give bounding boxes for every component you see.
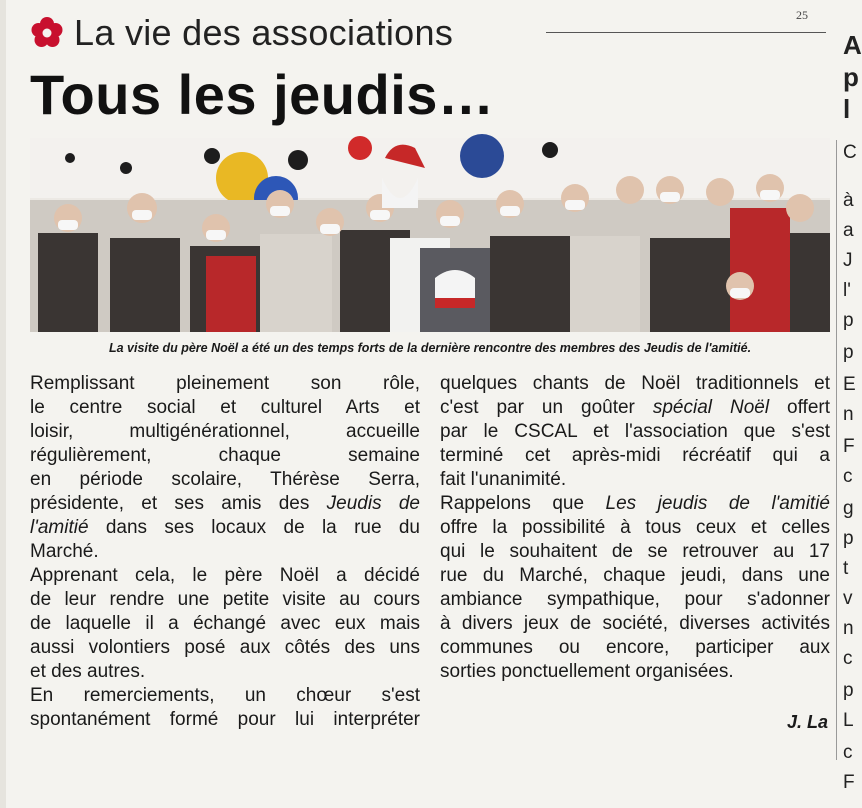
text-line: et des autres. <box>30 661 146 682</box>
text-line: Remplissant pleinement son rôle, <box>30 373 420 394</box>
side-letter: v <box>843 588 853 609</box>
text-line: fait l'unanimité. <box>440 469 567 490</box>
adjacent-article-strip <box>840 0 862 808</box>
side-letter: E <box>843 374 856 395</box>
event-name-italic: spécial Noël <box>652 397 770 418</box>
text-segment: c'est par un goûter <box>440 397 653 418</box>
text-segment: présidente, et ses amis des <box>30 493 310 514</box>
paragraph-4-end <box>440 468 830 492</box>
rubric-label: La vie des associations <box>74 12 454 53</box>
text-line <box>440 492 830 516</box>
side-letter: n <box>843 618 854 639</box>
text-line: quelques chants de Noël traditionnels et <box>440 373 830 394</box>
text-line: aussi volontiers posé aux côtés des uns <box>30 637 420 658</box>
text-line: de leur rendre une petite visite au cours <box>30 589 420 610</box>
side-letter: g <box>843 498 854 519</box>
text-line <box>440 396 830 420</box>
text-line: Apprenant cela, le père Noël a décidé <box>30 565 420 586</box>
paragraph-1 <box>30 372 420 540</box>
column-divider <box>836 140 837 760</box>
group-photo <box>30 138 830 332</box>
association-name-italic: Jeudis de <box>326 493 420 514</box>
text-line: par le CSCAL et l'association que s'est <box>440 421 830 442</box>
text-line: en période scolaire, Thérèse Serra, <box>30 469 420 490</box>
photo-caption: La visite du père Noël a été un des temps forts de la dernière rencontre des membres des Jeudis de l'amitié. <box>108 341 752 355</box>
text-line: offre la possibilité à tous ceux et celles <box>440 517 830 538</box>
paragraph-2 <box>30 564 420 660</box>
side-letter: A <box>843 30 862 60</box>
side-letter: c <box>843 742 853 763</box>
side-letter: L <box>843 710 854 731</box>
side-letter: C <box>843 142 857 163</box>
side-letter: l <box>843 94 851 124</box>
side-letter: p <box>843 528 854 549</box>
side-letter: l' <box>843 280 851 301</box>
side-letter: p <box>843 342 854 363</box>
text-line: de laquelle il a échangé avec eux mais <box>30 613 420 634</box>
paragraph-3 <box>30 684 420 732</box>
side-letter: c <box>843 648 853 669</box>
paragraph-1-end <box>30 540 420 564</box>
text-line: loisir, multigénérationnel, accueille <box>30 421 420 442</box>
text-line: rue du Marché, chaque jeudi, dans une <box>440 565 830 586</box>
text-line <box>30 516 420 540</box>
text-line: à divers jeux de société, diverses activités <box>440 613 830 634</box>
rubric-divider <box>546 32 826 33</box>
flower-icon <box>30 16 64 50</box>
text-line: En remerciements, un chœur s'est <box>30 685 420 706</box>
text-line: le centre social et culturel Arts et <box>30 397 420 418</box>
paragraph-5 <box>440 492 830 660</box>
text-line: terminé cet après-midi récréatif qui a <box>440 445 830 466</box>
text-line: Marché. <box>30 541 99 562</box>
side-letter: p <box>843 62 859 92</box>
page-number: 25 <box>796 8 808 22</box>
side-letter: t <box>843 558 849 579</box>
side-letter: J <box>843 250 853 271</box>
side-letter: à <box>843 190 854 211</box>
section-rubric <box>30 12 453 54</box>
headline: Tous les jeudis… <box>30 63 495 126</box>
text-line: régulièrement, chaque semaine <box>30 445 420 466</box>
page-edge <box>0 0 6 808</box>
side-letter: c <box>843 466 853 487</box>
text-line: ambiance sympathique, pour s'adonner <box>440 589 830 610</box>
side-letter: F <box>843 772 855 793</box>
text-line: spontanément formé pour lui interpréter <box>30 709 420 730</box>
author-signature: J. La <box>786 712 828 732</box>
text-line: sorties ponctuellement organisées. <box>440 661 734 682</box>
article-column-right <box>440 372 830 684</box>
article-column-left <box>30 372 420 732</box>
text-segment: offert <box>769 397 830 418</box>
side-letter: F <box>843 436 855 457</box>
side-letter: a <box>843 220 854 241</box>
side-letter: p <box>843 680 854 701</box>
text-segment: Rappelons que <box>440 493 606 514</box>
text-line <box>30 492 420 516</box>
paragraph-5-end <box>440 660 830 684</box>
association-name-italic: Les jeudis de l'amitié <box>605 493 830 514</box>
side-letter: n <box>843 404 854 425</box>
text-segment: dans ses locaux de la rue du <box>88 517 420 538</box>
text-line: communes ou encore, participer aux <box>440 637 830 658</box>
text-line: qui le souhaitent de se retrouver au 17 <box>440 541 830 562</box>
paragraph-2-end <box>30 660 420 684</box>
association-name-italic: l'amitié <box>30 517 89 538</box>
side-letter: p <box>843 310 854 331</box>
paragraph-4 <box>440 372 830 468</box>
